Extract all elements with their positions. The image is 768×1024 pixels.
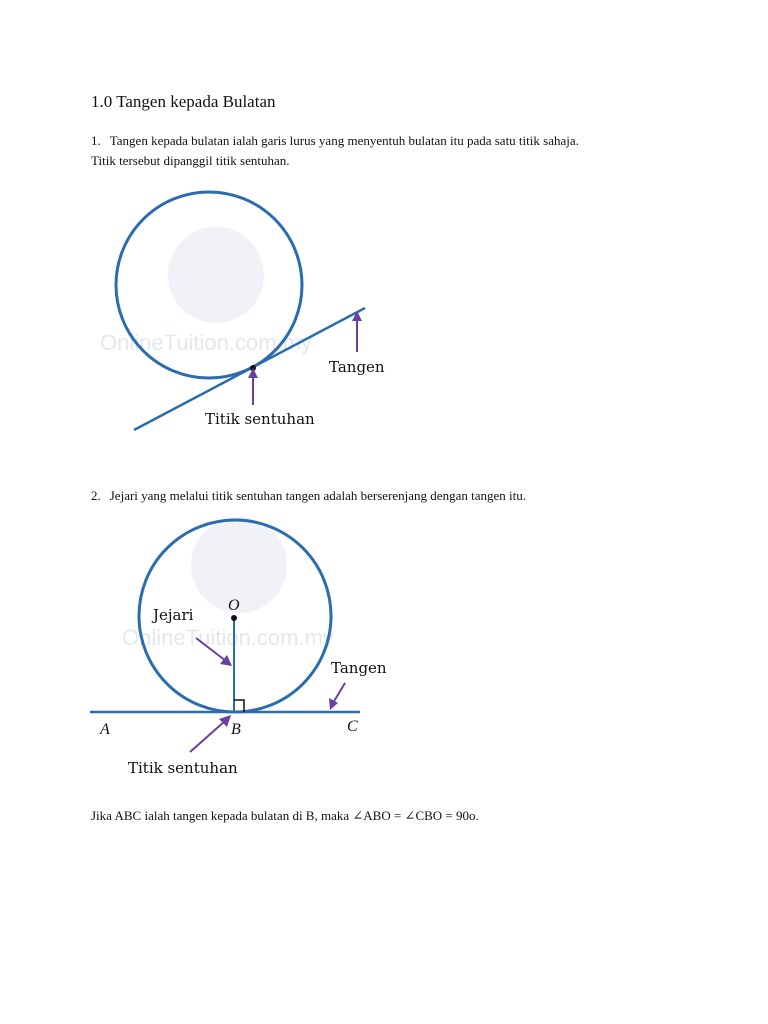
watermark-text: OnlineTuition.com.my (100, 330, 312, 355)
item-1-number: 1. (91, 133, 101, 148)
label-tangent-2: Tangen (331, 659, 387, 677)
label-b: B (231, 721, 241, 738)
label-c: C (347, 718, 358, 735)
label-contact-point-1: Titik sentuhan (205, 410, 315, 428)
page-heading: 1.0 Tangen kepada Bulatan (91, 92, 276, 111)
label-tangent-1: Tangen (329, 358, 385, 376)
item-2-number: 2. (91, 488, 101, 503)
item-1-line2: Titik tersebut dipanggil titik sentuhan. (91, 153, 290, 168)
arrowhead-tangent-2 (329, 698, 338, 710)
conclusion-text: Jika ABC ialah tangen kepada bulatan di B, maka ∠ABO = ∠CBO = 90o. (91, 808, 479, 823)
label-contact-point-2: Titik sentuhan (128, 759, 238, 777)
arrow-contact-point-2 (190, 721, 225, 752)
item-1-text: Tangen kepada bulatan ialah garis lurus yang menyentuh bulatan itu pada satu titik sahaja. (109, 133, 579, 148)
label-o: O (228, 597, 240, 614)
center-point-o (231, 615, 237, 621)
arrow-tangent-2 (333, 683, 345, 703)
label-a: A (100, 721, 110, 738)
watermark-text-2: OnlineTuition.com.my (122, 625, 334, 650)
item-2-text: Jejari yang melalui titik sentuhan tangen adalah berserenjang dengan tangen itu. (109, 488, 526, 503)
right-angle-mark (234, 700, 244, 712)
figure-2-watermark (122, 517, 334, 650)
label-jejari: Jejari (153, 606, 194, 624)
